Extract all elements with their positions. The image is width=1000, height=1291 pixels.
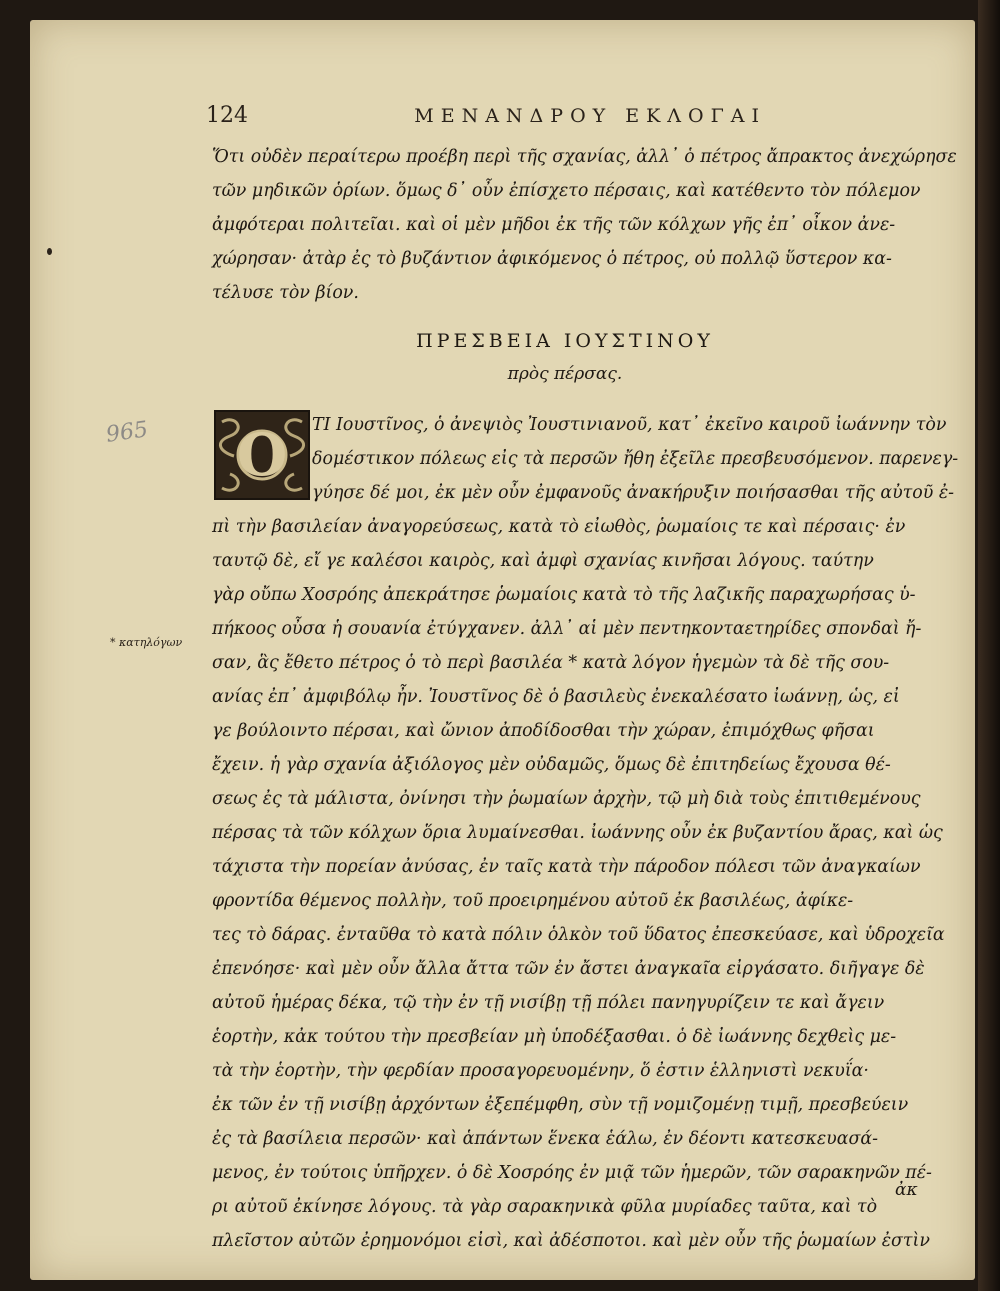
text-line: ταυτῷ δὲ, εἴ γε καλέσοι καιρὸς, καὶ ἀμφὶ σχανίας κινῆσαι λόγους. ταύτην bbox=[212, 551, 874, 571]
text-line: μενος, ἐν τούτοις ὑπῆρχεν. ὁ δὲ Χοσρόης ἐν μιᾷ τῶν ἡμερῶν, τῶν σαρακηνῶν πέ- bbox=[212, 1163, 932, 1183]
text-line: πήκοος οὖσα ἡ σουανία ἐτύγχανεν. ἀλλ᾽ αἱ μὲν πεντηκονταετηρίδες σπονδαὶ ἤ- bbox=[212, 619, 922, 639]
text-line: πὶ τὴν βασιλείαν ἀναγορεύσεως, κατὰ τὸ εἰωθὸς, ῥωμαίοις τε καὶ πέρσαις· ἐν bbox=[212, 517, 906, 537]
text-line: ἐπενόησε· καὶ μὲν οὖν ἄλλα ἄττα τῶν ἐν ἄστει ἀναγκαῖα εἰργάσατο. διῆγαγε δὲ bbox=[212, 959, 925, 979]
text-line: Ὅτι οὐδὲν περαίτερω προέβη περὶ τῆς σχανίας, ἀλλ᾽ ὁ πέτρος ἄπρακτος ἀνεχώρησε bbox=[212, 147, 957, 167]
text-line: τέλυσε τὸν βίον. bbox=[212, 283, 359, 303]
catchword: ἀκ bbox=[895, 1180, 918, 1200]
paragraph-two bbox=[212, 408, 959, 1258]
book-spine-edge bbox=[978, 0, 1000, 1291]
text-line: γὰρ οὔπω Χοσρόης ἀπεκράτησε ῥωμαίοις κατὰ τὸ τῆς λαζικῆς παραχωρήσας ὑ- bbox=[212, 585, 916, 605]
paragraph-one bbox=[212, 140, 957, 310]
text-line: ΤΙ Ιουστῖνος, ὁ ἀνεψιὸς Ἰουστινιανοῦ, κατ᾽ ἐκεῖνο καιροῦ ἰωάννην τὸν bbox=[312, 415, 947, 435]
text-line: σαν, ἃς ἔθετο πέτρος ὁ τὸ περὶ βασιλέα * κατὰ λόγον ἡγεμὼν τὰ δὲ τῆς σου- bbox=[212, 653, 890, 673]
running-title: ΜΕΝΑΝΔΡΟΥ ΕΚΛΟΓΑΙ bbox=[414, 105, 766, 127]
text-line: ἑορτὴν, κἀκ τούτου τὴν πρεσβείαν μὴ ὑποδέξασθαι. ὁ δὲ ἰωάννης δεχθεὶς με- bbox=[212, 1027, 897, 1047]
text-line: ανίας ἐπ᾽ ἀμφιβόλῳ ἦν. Ἰουστῖνος δὲ ὁ βασιλεὺς ἐνεκαλέσατο ἰωάννῃ, ὡς, εἰ bbox=[212, 687, 900, 707]
text-line: τες τὸ δάρας. ἐνταῦθα τὸ κατὰ πόλιν ὁλκὸν τοῦ ὕδατος ἐπεσκεύασε, καὶ ὑδροχεῖα bbox=[212, 925, 945, 945]
text-line: ἔχειν. ἡ γὰρ σχανία ἀξιόλογος μὲν οὐδαμῶς, ὅμως δὲ ἐπιτηδείως ἔχουσα θέ- bbox=[212, 755, 891, 775]
text-line: τάχιστα τὴν πορείαν ἀνύσας, ἐν ταῖς κατὰ τὴν πάροδον πόλεσι τῶν ἀναγκαίων bbox=[212, 857, 921, 877]
text-line: πλεῖστον αὐτῶν ἐρημονόμοι εἰσὶ, καὶ ἀδέσποτοι. καὶ μὲν οὖν τῆς ῥωμαίων ἐστὶν bbox=[212, 1231, 930, 1251]
text-line: σεως ἐς τὰ μάλιστα, ὀνίνησι τὴν ῥωμαίων ἀρχὴν, τῷ μὴ διὰ τοὺς ἐπιτιθεμένους bbox=[212, 789, 921, 809]
text-line: ρι αὐτοῦ ἐκίνησε λόγους. τὰ γὰρ σαρακηνικὰ φῦλα μυρίαδες ταῦτα, καὶ τὸ bbox=[212, 1197, 878, 1217]
section-heading: ΠΡΕΣΒΕΙΑ ΙΟΥΣΤΙΝΟΥ bbox=[416, 330, 714, 352]
initial-letter: Ο bbox=[236, 421, 288, 489]
page-number: 124 bbox=[206, 103, 248, 128]
text-line: γύησε δέ μοι, ἐκ μὲν οὖν ἐμφανοῦς ἀνακήρυξιν ποιήσασθαι τῆς αὐτοῦ ἐ- bbox=[312, 483, 955, 503]
text-line: φροντίδα θέμενος πολλὴν, τοῦ προειρημένου αὐτοῦ ἐκ βασιλέως, ἀφίκε- bbox=[212, 891, 854, 911]
section-subheading: πρὸς πέρσας. bbox=[507, 364, 623, 384]
margin-note: * κατηλόγων bbox=[110, 636, 183, 649]
text-line: χώρησαν· ἀτὰρ ἐς τὸ βυζάντιον ἀφικόμενος ὁ πέτρος, οὐ πολλῷ ὕστερον κα- bbox=[212, 249, 892, 269]
text-line: ἀμφότεραι πολιτεῖαι. καὶ οἱ μὲν μῆδοι ἐκ τῆς τῶν κόλχων γῆς ἐπ᾽ οἶκον ἀνε- bbox=[212, 215, 896, 235]
running-header bbox=[206, 103, 766, 128]
text-line: τῶν μηδικῶν ὁρίων. ὅμως δ᾽ οὖν ἐπίσχετο πέρσαις, καὶ κατέθεντο τὸν πόλεμον bbox=[212, 181, 921, 201]
text-line: τὰ τὴν ἑορτὴν, τὴν φερδίαν προσαγορευομένην, ὅ ἐστιν ἑλληνιστὶ νεκυΐα· bbox=[212, 1061, 869, 1081]
text-line: αὐτοῦ ἡμέρας δέκα, τῷ τὴν ἐν τῇ νισίβῃ τῇ πόλει πανηγυρίζειν τε καὶ ἄγειν bbox=[212, 993, 885, 1013]
pencil-annotation: 965 bbox=[104, 417, 150, 448]
text-line: ἐς τὰ βασίλεια περσῶν· καὶ ἁπάντων ἕνεκα ἑάλω, ἐν δέοντι κατεσκευασά- bbox=[212, 1129, 878, 1149]
text-line: γε βούλοιντο πέρσαι, καὶ ὤνιον ἀποδίδοσθαι τὴν χώραν, ἐπιμόχθως φῆσαι bbox=[212, 721, 875, 741]
text-line: ἐκ τῶν ἐν τῇ νισίβῃ ἀρχόντων ἐξεπέμφθη, σὺν τῇ νομιζομένῃ τιμῇ, πρεσβεύειν bbox=[212, 1095, 909, 1115]
text-line: πέρσας τὰ τῶν κόλχων ὅρια λυμαίνεσθαι. ἰωάννης οὖν ἐκ βυζαντίου ἄρας, καὶ ὡς bbox=[212, 823, 943, 843]
text-line: δομέστικον πόλεως εἰς τὰ περσῶν ἤθη ἐξεῖλε πρεσβευσόμενον. παρενεγ- bbox=[312, 449, 959, 469]
ink-dot bbox=[47, 248, 52, 255]
